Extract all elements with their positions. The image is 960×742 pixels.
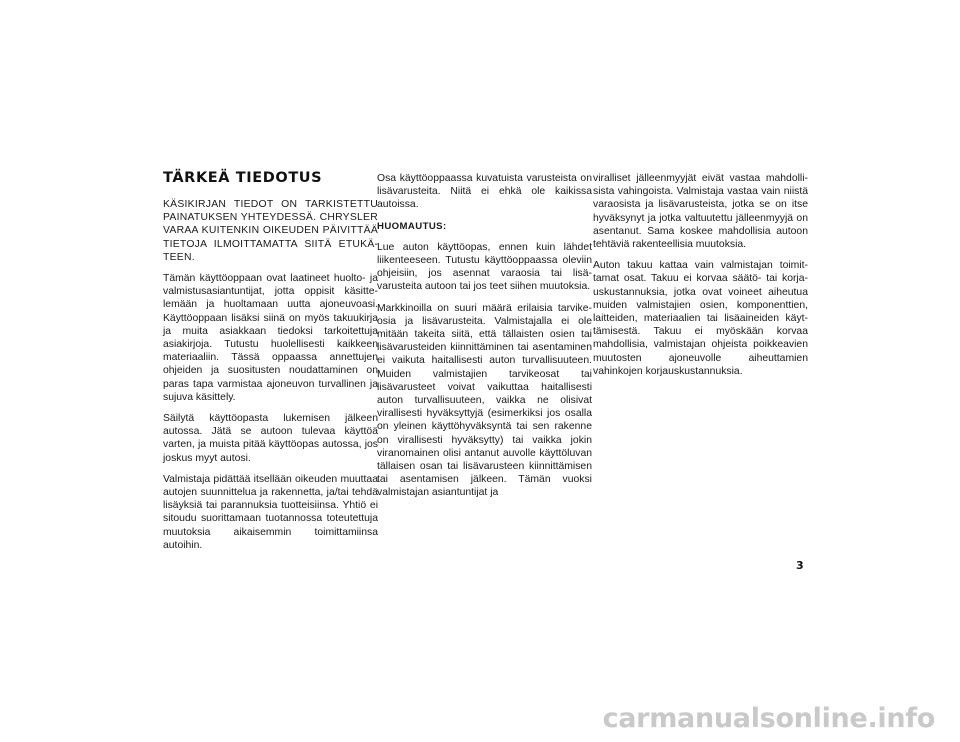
paragraph: Auton takuu kattaa vain valmistajan toimittamat osat. Takuu ei korvaa säätö- tai korjauskustannuksia, jotka ovat voineet aiheutua muiden valmistajien osien, komponenttien, laitteiden, materiaalien tai lisäaineiden käyttämisestä. Takuu ei myöskään korvaa mahdollisia, valmistajan ohjeista poikkeavien muutosten ajoneuvolle aiheuttamien vahinkojen korjauskustannuksia. — [593, 260, 808, 377]
paragraph: Säilytä käyttöopasta lukemisen jälkeen autossa. Jätä se autoon tulevaa käyttöä varten, ja muista pitää käyttöopas autossa, jos joskus myyt autosi. — [163, 413, 378, 464]
page-number: 3 — [796, 559, 804, 572]
paragraph: viralliset jälleenmyyjät eivät vastaa mahdollisista vahingoista. Valmistaja vastaa vain niistä varaosista ja lisävarusteista, jotka se on itse hyväksynyt ja jotka valtuutettu jälleenmyyjä on asentanut. Sama koskee mahdollisia autoon tehtäviä rakenteellisia muutoksia. — [593, 173, 808, 251]
column-left — [163, 170, 378, 560]
intro-paragraph: KÄSIKIRJAN TIEDOT ON TARKISTETTU PAINATUKSEN YHTEYDESSÄ. CHRYSLER VARAA KUITENKIN OIKEUDEN PÄIVITTÄÄ TIETOJA ILMOITTAMATTA SIITÄ ETUKÄTEEN. — [163, 199, 378, 263]
column-right — [593, 172, 808, 386]
paragraph: Markkinoilla on suuri määrä erilaisia tarvikeosia ja lisävarusteita. Valmistajalla ei ole mitään takeita siitä, että tällaisten osien tai lisävarusteiden kiinnittäminen tai asentaminen ei vaikuta haitallisesti auton turvallisuuteen. Muiden valmistajien tarvikeosat tai lisävarusteet voivat vaikuttaa haitallisesti auton turvallisuuteen, vaikka ne olisivat virallisesti hyväksyttyjä (esimerkiksi jos osalla on yleinen käyttöhyväksyntä tai sen rakenne on virallisesti hyväksytty) tai vaikka jokin viranomainen olisi antanut auvolle käyttöluvan tällaisen osan tai lisävarusteen kiinnittämisen tai asentamisen jälkeen. Tämän vuoksi valmistajan asiantuntijat ja — [377, 302, 592, 499]
paragraph: Osa käyttöoppaassa kuvatuista varusteista on lisävarusteita. Niitä ei ehkä ole kaikissa autoissa. — [377, 173, 592, 211]
note-heading: HUOMAUTUS: — [377, 220, 447, 232]
column-middle — [377, 172, 592, 508]
watermark: carmanualsonline.info — [602, 703, 935, 734]
note-body: Lue auton käyttöopas, ennen kuin lähdet liikenteeseen. Tutustu käyttöoppaassa oleviin ohjeisiin, jos asennat varaosia tai lisävarusteita autoon tai jos teet siihen muutoksia. — [377, 241, 592, 293]
paragraph: Tämän käyttöoppaan ovat laatineet huolto- ja valmistusasiantuntijat, jotta oppisit käsittelemään ja huoltamaan uutta ajoneuvoasi. Käyttöoppaan lisäksi siinä on myös takuukirja ja muita asiakkaan tiedoksi tarkoitettuja asiakirjoja. Tutustu huolellisesti kaikkeen materiaaliin. Tässä oppaassa annettujen ohjeiden ja suositusten noudattaminen on paras tapa varmistaa ajoneuvon turvallinen ja sujuva käsittely. — [163, 273, 378, 403]
page-title: TÄRKEÄ TIEDOTUS — [163, 170, 323, 186]
paragraph: Valmistaja pidättää itsellään oikeuden muuttaa autojen suunnittelua ja rakennetta, ja/tai tehdä lisäyksiä tai parannuksia tuotteisiinsa. Yhtiö ei sitoudu suorittamaan tuotannossa toteutettuja muutoksia aikaisemmin toimittamiinsa autoihin. — [163, 473, 378, 551]
